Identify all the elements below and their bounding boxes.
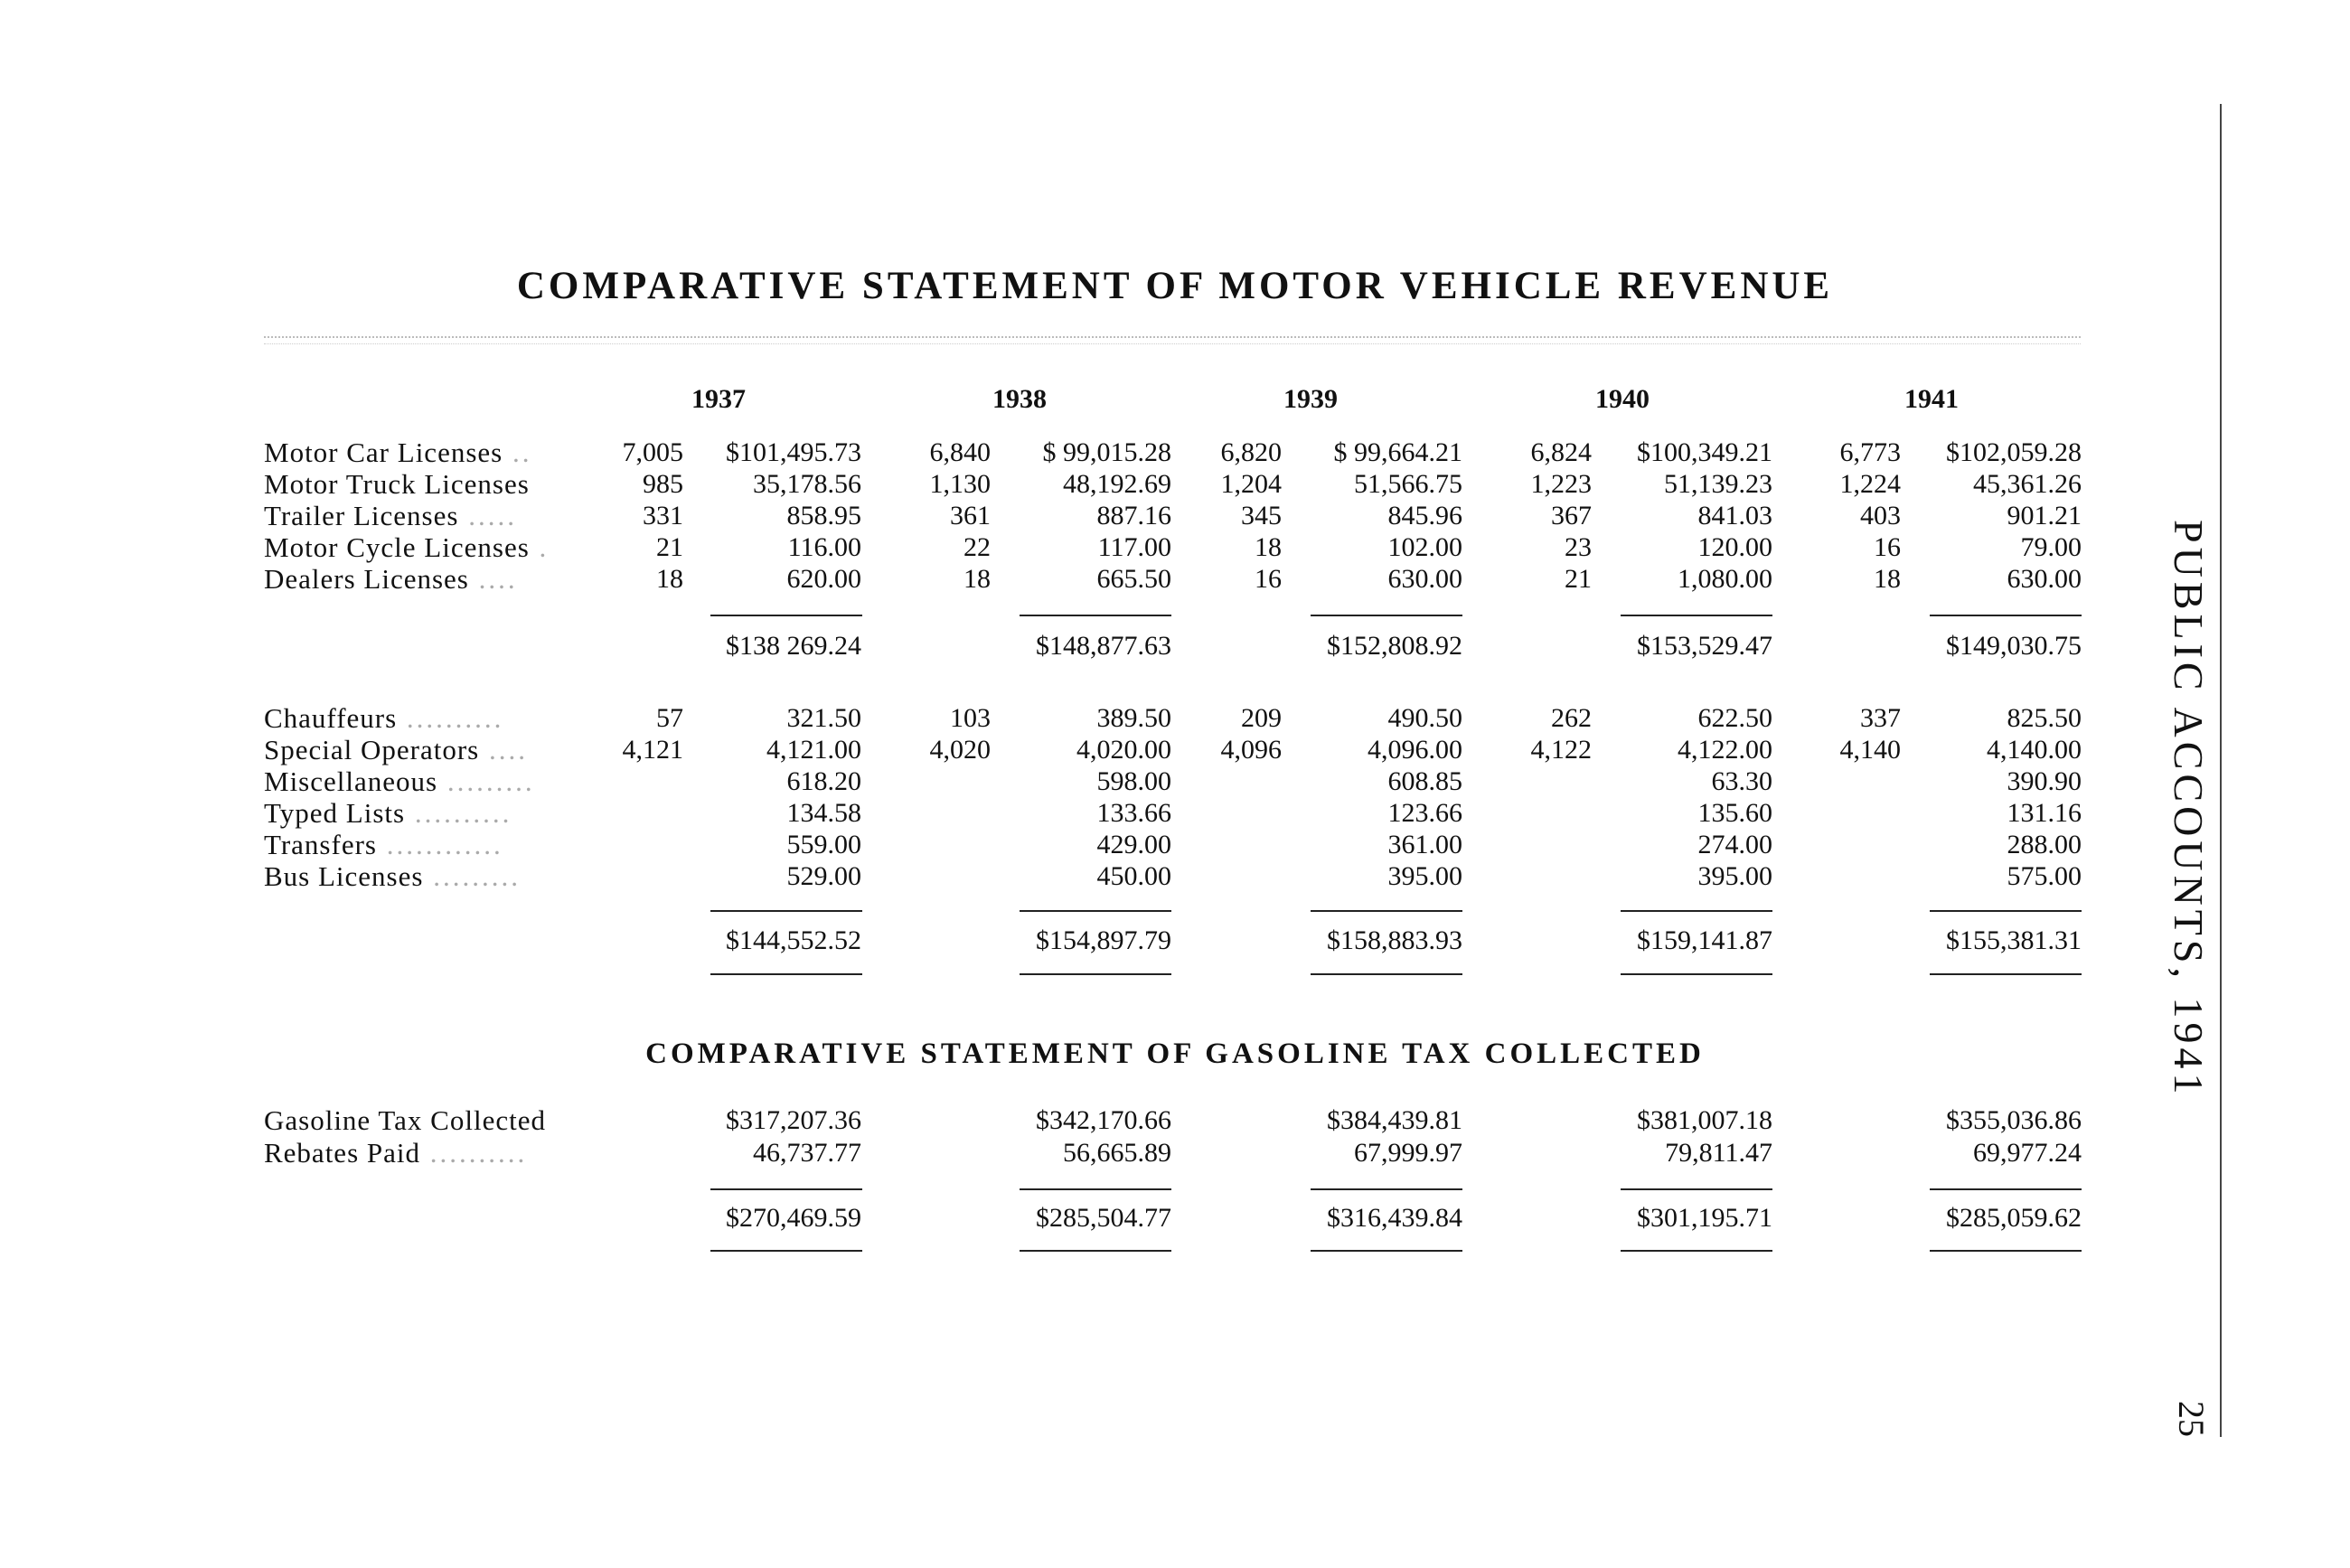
gas-total-cell: $316,439.84 xyxy=(1327,1203,1462,1233)
count-cell: 4,096 xyxy=(1220,735,1282,765)
amount-cell: $101,495.73 xyxy=(726,437,861,467)
leader-dots: ..... xyxy=(458,500,517,531)
count-cell: 18 xyxy=(656,564,683,594)
row-label-text: Bus Licenses xyxy=(264,860,424,892)
row-label-text: Chauffeurs xyxy=(264,702,398,734)
amount-cell: 45,361.26 xyxy=(1973,469,2082,499)
count-cell: 6,824 xyxy=(1530,437,1592,467)
amount-cell: 116.00 xyxy=(787,532,861,562)
gas-total-rule-bottom xyxy=(1020,1250,1171,1252)
count-cell: 361 xyxy=(950,501,991,530)
amount-cell: 102.00 xyxy=(1387,532,1462,562)
total-rule-top xyxy=(1311,910,1462,912)
amount-cell: 4,096.00 xyxy=(1368,735,1462,765)
amount-cell: 67,999.97 xyxy=(1354,1138,1462,1168)
gas-total-rule-bottom xyxy=(1621,1250,1772,1252)
count-cell: 4,121 xyxy=(622,735,683,765)
count-cell: 21 xyxy=(1565,564,1592,594)
amount-cell: 395.00 xyxy=(1387,861,1462,891)
count-cell: 6,820 xyxy=(1220,437,1282,467)
gas-total-cell: $270,469.59 xyxy=(726,1203,861,1233)
amount-cell: 131.16 xyxy=(2007,798,2082,828)
amount-cell: 48,192.69 xyxy=(1063,469,1171,499)
amount-cell: 622.50 xyxy=(1697,703,1772,733)
count-cell: 18 xyxy=(964,564,991,594)
count-cell: 209 xyxy=(1241,703,1282,733)
row-label-text: Motor Car Licenses xyxy=(264,437,503,468)
margin-rule xyxy=(2220,104,2222,1437)
count-cell: 1,223 xyxy=(1530,469,1592,499)
row-label-text: Motor Cycle Licenses xyxy=(264,531,530,563)
row-label xyxy=(264,500,517,532)
amount-cell: 608.85 xyxy=(1387,766,1462,796)
leader-dots: ............ xyxy=(376,829,503,860)
count-cell: 1,224 xyxy=(1839,469,1901,499)
row-label xyxy=(264,797,512,830)
amount-cell: 630.00 xyxy=(1387,564,1462,594)
row-label-text: Transfers xyxy=(264,829,377,860)
count-cell: 18 xyxy=(1874,564,1901,594)
amount-cell: 46,737.77 xyxy=(753,1138,861,1168)
amount-cell: 450.00 xyxy=(1096,861,1171,891)
count-cell: 18 xyxy=(1255,532,1282,562)
leader-dots: .......... xyxy=(397,702,504,734)
total-cell: $144,552.52 xyxy=(726,925,861,955)
total-rule-bottom xyxy=(1311,973,1462,975)
amount-cell: 274.00 xyxy=(1697,830,1772,859)
page-number-text: 25 xyxy=(2171,1401,2212,1437)
amount-cell: 620.00 xyxy=(786,564,861,594)
amount-cell: 4,122.00 xyxy=(1678,735,1772,765)
amount-cell: 887.16 xyxy=(1096,501,1171,530)
row-label-text: Typed Lists xyxy=(264,797,406,829)
row-label xyxy=(264,1137,527,1169)
gas-total-rule-top xyxy=(1020,1188,1171,1190)
row-label-text: Rebates Paid xyxy=(264,1137,420,1169)
amount-cell: 490.50 xyxy=(1387,703,1462,733)
total-cell: $154,897.79 xyxy=(1036,925,1171,955)
amount-cell: 35,178.56 xyxy=(753,469,861,499)
total-rule-top xyxy=(1930,910,2082,912)
year-header: 1941 xyxy=(1904,384,1959,414)
amount-cell: $ 99,664.21 xyxy=(1333,437,1462,467)
total-rule-top xyxy=(1020,910,1171,912)
count-cell: 7,005 xyxy=(622,437,683,467)
count-cell: 4,122 xyxy=(1530,735,1592,765)
amount-cell: $102,059.28 xyxy=(1946,437,2082,467)
count-cell: 6,773 xyxy=(1839,437,1901,467)
amount-cell: 559.00 xyxy=(786,830,861,859)
amount-cell: 575.00 xyxy=(2007,861,2082,891)
year-header: 1939 xyxy=(1283,384,1338,414)
total-cell: $158,883.93 xyxy=(1327,925,1462,955)
count-cell: 6,840 xyxy=(929,437,991,467)
amount-cell: 598.00 xyxy=(1096,766,1171,796)
subtotal-cell: $149,030.75 xyxy=(1946,631,2082,661)
subtotal-rule xyxy=(1930,615,2082,616)
count-cell: 4,140 xyxy=(1839,735,1901,765)
row-label xyxy=(264,437,531,469)
amount-cell: 4,121.00 xyxy=(766,735,861,765)
total-rule-bottom xyxy=(1930,973,2082,975)
leader-dots: ......... xyxy=(437,765,535,797)
leader-dots: .... xyxy=(468,563,518,595)
row-label-text: Motor Truck Licenses xyxy=(264,468,530,500)
amount-cell: 56,665.89 xyxy=(1063,1138,1171,1168)
leader-dots: .... xyxy=(479,734,528,765)
amount-cell: 135.60 xyxy=(1697,798,1772,828)
year-header: 1940 xyxy=(1595,384,1650,414)
row-label-text: Dealers Licenses xyxy=(264,563,469,595)
subtotal-cell: $138 269.24 xyxy=(726,631,861,661)
gas-total-rule-bottom xyxy=(1311,1250,1462,1252)
subtotal-rule xyxy=(1621,615,1772,616)
count-cell: 57 xyxy=(656,703,683,733)
gas-total-cell: $285,504.77 xyxy=(1036,1203,1171,1233)
gas-total-rule-top xyxy=(1311,1188,1462,1190)
amount-cell: 120.00 xyxy=(1697,532,1772,562)
total-rule-bottom xyxy=(1621,973,1772,975)
amount-cell: 665.50 xyxy=(1096,564,1171,594)
leader-dots: ......... xyxy=(423,860,521,892)
amount-cell: 117.00 xyxy=(1097,532,1171,562)
amount-cell: $317,207.36 xyxy=(726,1105,861,1135)
amount-cell: 321.50 xyxy=(786,703,861,733)
amount-cell: $342,170.66 xyxy=(1036,1105,1171,1135)
count-cell: 16 xyxy=(1874,532,1901,562)
count-cell: 367 xyxy=(1551,501,1592,530)
row-label xyxy=(264,1104,546,1137)
row-label xyxy=(264,531,549,564)
amount-cell: 618.20 xyxy=(786,766,861,796)
year-header: 1938 xyxy=(992,384,1047,414)
row-label xyxy=(264,702,503,735)
gas-total-cell: $285,059.62 xyxy=(1946,1203,2082,1233)
amount-cell: 69,977.24 xyxy=(1973,1138,2082,1168)
leader-dots: .. xyxy=(503,437,532,468)
amount-cell: 429.00 xyxy=(1096,830,1171,859)
count-cell: 985 xyxy=(643,469,683,499)
amount-cell: 841.03 xyxy=(1697,501,1772,530)
row-label xyxy=(264,765,535,798)
amount-cell: 529.00 xyxy=(786,861,861,891)
amount-cell: 361.00 xyxy=(1387,830,1462,859)
side-title-text: PUBLIC ACCOUNTS, 1941 xyxy=(2166,520,2212,1099)
amount-cell: 395.00 xyxy=(1697,861,1772,891)
amount-cell: $100,349.21 xyxy=(1637,437,1772,467)
gas-total-rule-top xyxy=(1621,1188,1772,1190)
amount-cell: 79,811.47 xyxy=(1665,1138,1772,1168)
count-cell: 23 xyxy=(1565,532,1592,562)
count-cell: 345 xyxy=(1241,501,1282,530)
subtotal-rule xyxy=(710,615,862,616)
title-rule-2 xyxy=(264,343,2081,344)
row-label xyxy=(264,829,503,861)
row-label xyxy=(264,563,518,596)
count-cell: 21 xyxy=(656,532,683,562)
row-label xyxy=(264,860,521,893)
total-rule-top xyxy=(1621,910,1772,912)
row-label xyxy=(264,734,528,766)
amount-cell: 288.00 xyxy=(2007,830,2082,859)
gas-total-rule-bottom xyxy=(1930,1250,2082,1252)
amount-cell: $355,036.86 xyxy=(1946,1105,2082,1135)
amount-cell: 51,139.23 xyxy=(1664,469,1772,499)
row-label xyxy=(264,468,530,501)
amount-cell: 390.90 xyxy=(2007,766,2082,796)
gasoline-tax-title: COMPARATIVE STATEMENT OF GASOLINE TAX COLLECTED xyxy=(645,1038,1705,1070)
leader-dots: .......... xyxy=(405,797,512,829)
amount-cell: 825.50 xyxy=(2007,703,2082,733)
amount-cell: $ 99,015.28 xyxy=(1042,437,1171,467)
amount-cell: 901.21 xyxy=(2007,501,2082,530)
subtotal-rule xyxy=(1311,615,1462,616)
amount-cell: 51,566.75 xyxy=(1354,469,1462,499)
count-cell: 403 xyxy=(1860,501,1901,530)
total-rule-bottom xyxy=(1020,973,1171,975)
leader-dots: .......... xyxy=(420,1137,528,1169)
row-label-text: Gasoline Tax Collected xyxy=(264,1104,546,1136)
leader-dots: . xyxy=(529,531,550,563)
amount-cell: 1,080.00 xyxy=(1678,564,1772,594)
count-cell: 103 xyxy=(950,703,991,733)
year-header: 1937 xyxy=(691,384,746,414)
row-label-text: Trailer Licenses xyxy=(264,500,459,531)
count-cell: 16 xyxy=(1255,564,1282,594)
amount-cell: 4,140.00 xyxy=(1987,735,2082,765)
count-cell: 1,130 xyxy=(929,469,991,499)
count-cell: 22 xyxy=(964,532,991,562)
count-cell: 4,020 xyxy=(929,735,991,765)
amount-cell: 389.50 xyxy=(1096,703,1171,733)
count-cell: 337 xyxy=(1860,703,1901,733)
amount-cell: 134.58 xyxy=(786,798,861,828)
amount-cell: 63.30 xyxy=(1711,766,1772,796)
subtotal-cell: $152,808.92 xyxy=(1327,631,1462,661)
amount-cell: $384,439.81 xyxy=(1327,1105,1462,1135)
amount-cell: 630.00 xyxy=(2007,564,2082,594)
amount-cell: 133.66 xyxy=(1096,798,1171,828)
total-cell: $159,141.87 xyxy=(1637,925,1772,955)
gas-total-rule-bottom xyxy=(710,1250,862,1252)
title-rule xyxy=(264,336,2081,338)
row-label-text: Special Operators xyxy=(264,734,480,765)
subtotal-rule xyxy=(1020,615,1171,616)
amount-cell: 858.95 xyxy=(786,501,861,530)
amount-cell: 4,020.00 xyxy=(1076,735,1171,765)
subtotal-cell: $153,529.47 xyxy=(1637,631,1772,661)
motor-vehicle-title: COMPARATIVE STATEMENT OF MOTOR VEHICLE REVENUE xyxy=(516,265,1834,307)
row-label-text: Miscellaneous xyxy=(264,765,438,797)
gas-total-rule-top xyxy=(710,1188,862,1190)
count-cell: 1,204 xyxy=(1220,469,1282,499)
subtotal-cell: $148,877.63 xyxy=(1036,631,1171,661)
count-cell: 331 xyxy=(643,501,683,530)
amount-cell: 845.96 xyxy=(1387,501,1462,530)
amount-cell: 123.66 xyxy=(1387,798,1462,828)
amount-cell: $381,007.18 xyxy=(1637,1105,1772,1135)
total-rule-bottom xyxy=(710,973,862,975)
count-cell: 262 xyxy=(1551,703,1592,733)
gas-total-rule-top xyxy=(1930,1188,2082,1190)
amount-cell: 79.00 xyxy=(2020,532,2082,562)
total-rule-top xyxy=(710,910,862,912)
total-cell: $155,381.31 xyxy=(1946,925,2082,955)
gas-total-cell: $301,195.71 xyxy=(1637,1203,1772,1233)
